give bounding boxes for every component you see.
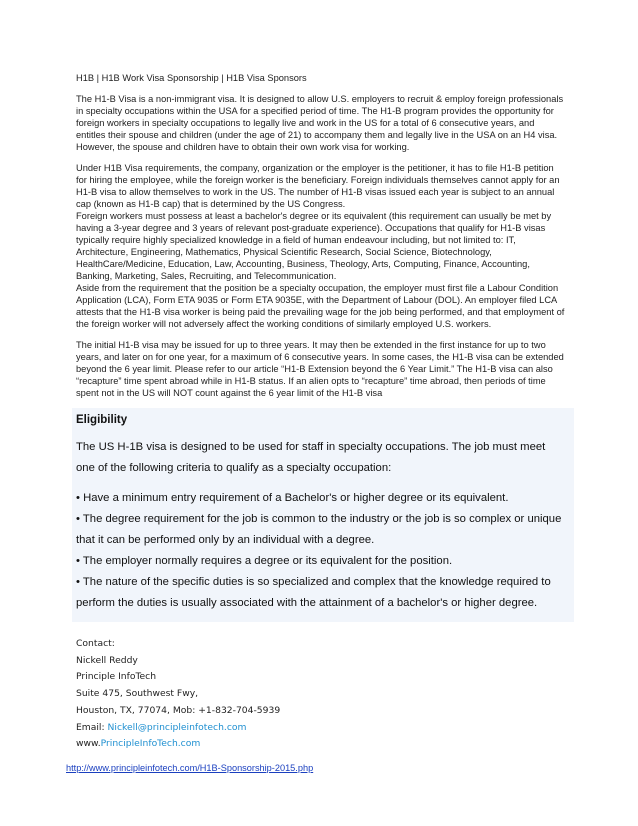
eligibility-bullet: • The degree requirement for the job is common to the industry or the job is so complex or unique that it can be performed only by an individual with a degree. — [76, 513, 562, 546]
contact-address-line1: Suite 475, Southwest Fwy, — [76, 688, 199, 700]
contact-company: Principle InfoTech — [76, 671, 157, 683]
eligibility-intro: The US H-1B visa is designed to be used for staff in specialty occupations. The job must meet one of the following criteria to qualify as a specialty occupation: — [76, 441, 546, 474]
document-page — [66, 72, 566, 776]
contact-email-line — [76, 720, 566, 737]
contact-website-line — [76, 736, 566, 753]
email-label: Email: — [76, 721, 108, 733]
website-prefix: www. — [76, 738, 101, 750]
lca-paragraph: Aside from the requirement that the position be a specialty occupation, the employer must first file a Labour Condition Application (LCA), Form ETA 9035 or Form ETA 9035E, with the Department of Labour (DOL). An employer filed LCA attests that the H1-B visa worker is being paid the prevailing wage for the job being performed, and that employment of the foreign worker will not adversely affect the working conditions of similarly employed U.S. workers. — [76, 283, 565, 329]
contact-label: Contact: — [76, 638, 115, 649]
contact-address-line2: Houston, TX, 77074, Mob: +1-832-704-5939 — [76, 704, 281, 716]
intro-paragraph: The H1-B Visa is a non-immigrant visa. It is designed to allow U.S. employers to recruit & employ foreign professionals in specialty occupations within the USA for a specified period of time. The H1-B program provides the opportunity for foreign workers in specialty occupations to legally live and work in the US for a total of 6 consecutive years, and entitles their spouse and children (under the age of 21) to accompany them and legally live in the USA on an H4 visa. However, the spouse and children have to obtain their own work visa for working. — [76, 94, 564, 152]
qualification-paragraph: Foreign workers must possess at least a bachelor's degree or its equivalent (this requirement can usually be met by having a 3-year degree and 3 years of relevant post-graduate experience). Occupations that qualify for H1-B visas typically require highly specialized knowledge in a field of human endeavour including, but not limited to: IT, Architecture, Engineering, Mathematics, Physical Scientific Research, Social Science, Biotechnology, HealthCare/Medicine, Education, Law, Accounting, Business, Theology, Arts, Computing, Finance, Accounting, Banking, Marketing, Sales, Recruiting, and Telecommunication. — [76, 211, 552, 281]
footer-url-link[interactable]: http://www.principleinfotech.com/H1B-Sponsorship-2015.php — [66, 762, 314, 773]
email-link[interactable]: Nickell@principleinfotech.com — [107, 721, 247, 733]
duration-paragraph: The initial H1-B visa may be issued for up to three years. It may then be extended in the first instance for up to two years, and later on for one year, for a maximum of 6 consecutive years. In some cases, the H1-B visa can be extended beyond the 6 year limit. Please refer to our article “H1-B Extension beyond the 6 Year Limit.” The H1-B visa can also “recapture” time spent abroad while in H1-B status. If an alien opts to “recapture” time abroad, then periods of time spent not in the US will NOT count against the 6 year limit of the H1-B visa — [76, 340, 564, 398]
requirements-paragraph: Under H1B Visa requirements, the company, organization or the employer is the petitioner, it has to file H1-B petition for hiring the employee, while the foreign worker is the beneficiary. Foreign individuals themselves cannot apply for an H1-B visa to allow themselves to work in the US. The number of H1-B visas issued each year is subject to an annual cap (known as H1-B cap) that is determined by the US Congress. — [76, 163, 560, 209]
eligibility-section — [72, 408, 574, 622]
website-link[interactable]: PrincipleInfoTech.com — [100, 738, 201, 750]
eligibility-bullet: • The employer normally requires a degree or its equivalent for the position. — [76, 555, 453, 567]
eligibility-heading: Eligibility — [76, 414, 128, 426]
contact-block — [76, 636, 566, 753]
eligibility-bullet: • The nature of the specific duties is so specialized and complex that the knowledge required to perform the duties is usually associated with the attainment of a bachelor's or higher degree. — [76, 576, 551, 609]
contact-name: Nickell Reddy — [76, 654, 138, 666]
page-title: H1B | H1B Work Visa Sponsorship | H1B Visa Sponsors — [76, 73, 307, 83]
eligibility-bullet: • Have a minimum entry requirement of a Bachelor's or higher degree or its equivalent. — [76, 492, 509, 504]
